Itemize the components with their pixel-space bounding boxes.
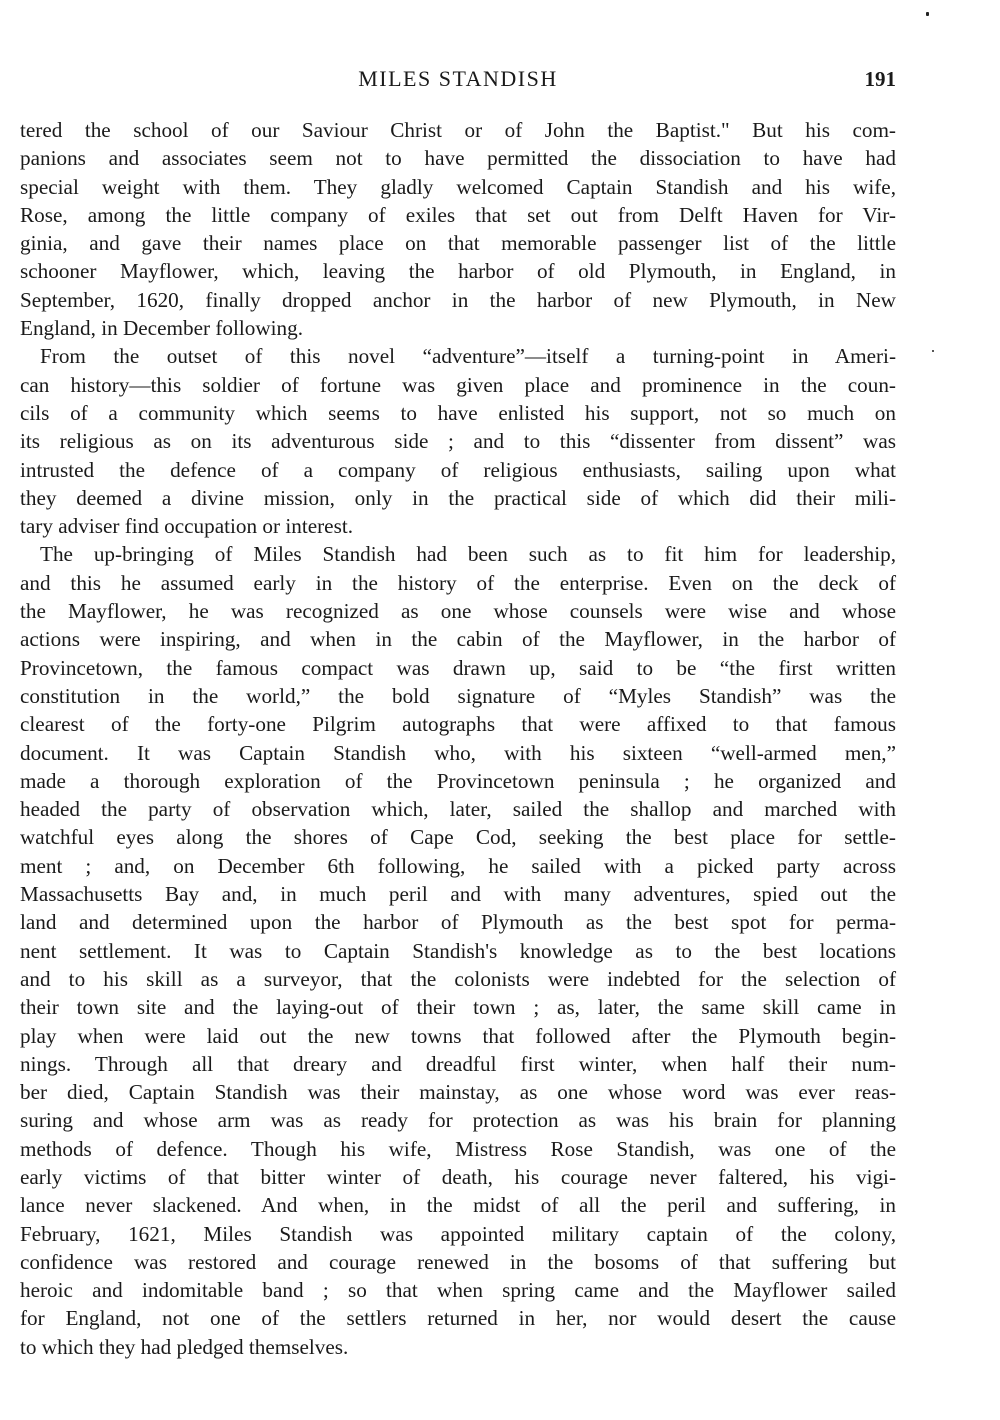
page-number: 191 [864,67,896,91]
text-line: September, 1620, finally dropped anchor in the harbor of new Plymouth, in New [20,287,896,312]
text-line: special weight with them. They gladly welcomed Captain Standish and his wife, [20,174,896,199]
text-line: can history—this soldier of fortune was given place and prominence in the coun- [20,372,896,397]
page-header [20,62,896,96]
text-line: suring and whose arm was as ready for protection as was his brain for planning [20,1108,896,1133]
text-line: February, 1621, Miles Standish was appointed military captain of the colony, [20,1221,896,1246]
text-line: cils of a community which seems to have enlisted his support, not so much on [20,400,896,425]
text-line: tary adviser find occupation or interest. [20,514,353,539]
text-line: land and determined upon the harbor of Plymouth as the best spot for perma- [20,910,896,935]
text-line: tered the school of our Saviour Christ or of John the Baptist." But his com- [20,118,896,142]
text-line: panions and associates seem not to have permitted the dissociation to have had [20,146,896,171]
text-line: and to his skill as a surveyor, that the colonists were indebted for the selection of [20,966,896,991]
text-line: its religious as on its adventurous side ; and to this “dissenter from dissent” was [20,429,896,454]
text-line: lance never slackened. And when, in the midst of all the peril and suffering, in [20,1193,896,1218]
print-speck [932,350,934,352]
text-line: England, in December following. [20,316,304,341]
text-line: confidence was restored and courage renewed in the bosoms of that suffering but [20,1249,896,1274]
text-line: to which they had pledged themselves. [20,1334,349,1359]
text-line: heroic and indomitable band ; so that when spring came and the Mayflower sailed [20,1278,896,1303]
text-line: Massachusetts Bay and, in much peril and with many adventures, spied out the [20,882,896,907]
text-line: nings. Through all that dreary and dreadful first winter, when half their num- [20,1051,896,1076]
text-line: and this he assumed early in the history of the enterprise. Even on the deck of [20,570,896,595]
body-text [20,116,896,1361]
text-line: ment ; and, on December 6th following, he sailed with a picked party across [20,853,896,878]
text-line: schooner Mayflower, which, leaving the harbor of old Plymouth, in England, in [20,259,896,284]
text-line: Rose, among the little company of exiles that set out from Delft Haven for Vir- [20,202,896,227]
text-line: ginia, and gave their names place on that memorable passenger list of the little [20,231,896,256]
text-line: The up-bringing of Miles Standish had been such as to fit him for leadership, [40,542,896,567]
text-line: watchful eyes along the shores of Cape Cod, seeking the best place for settle- [20,825,896,850]
text-line: for England, not one of the settlers returned in her, nor would desert the cause [20,1306,896,1331]
running-head: MILES STANDISH [358,66,558,91]
text-line: their town site and the laying-out of their town ; as, later, the same skill came in [20,995,896,1020]
text-line: they deemed a divine mission, only in the practical side of which did their mili- [20,485,896,510]
text-line: methods of defence. Though his wife, Mistress Rose Standish, was one of the [20,1136,896,1161]
print-speck [926,12,929,16]
text-line: early victims of that bitter winter of death, his courage never faltered, his vigi- [20,1164,896,1189]
text-line: clearest of the forty-one Pilgrim autographs that were affixed to that famous [20,712,896,737]
text-line: From the outset of this novel “adventure”—itself a turning-point in Ameri- [40,344,896,369]
text-line: play when were laid out the new towns that followed after the Plymouth begin- [20,1023,896,1048]
text-line: the Mayflower, he was recognized as one whose counsels were wise and whose [20,599,896,624]
text-line: headed the party of observation which, later, sailed the shallop and marched with [20,797,896,822]
text-line: intrusted the defence of a company of religious enthusiasts, sailing upon what [20,457,896,482]
text-line: made a thorough exploration of the Provincetown peninsula ; he organized and [20,768,896,793]
text-line: Provincetown, the famous compact was drawn up, said to be “the first written [20,655,896,680]
text-line: nent settlement. It was to Captain Standish's knowledge as to the best locations [20,938,896,963]
text-line: document. It was Captain Standish who, with his sixteen “well-armed men,” [20,740,896,765]
text-line: actions were inspiring, and when in the cabin of the Mayflower, in the harbor of [20,627,896,652]
text-line: ber died, Captain Standish was their mainstay, as one whose word was ever reas- [20,1080,896,1105]
text-line: constitution in the world,” the bold signature of “Myles Standish” was the [20,683,896,708]
